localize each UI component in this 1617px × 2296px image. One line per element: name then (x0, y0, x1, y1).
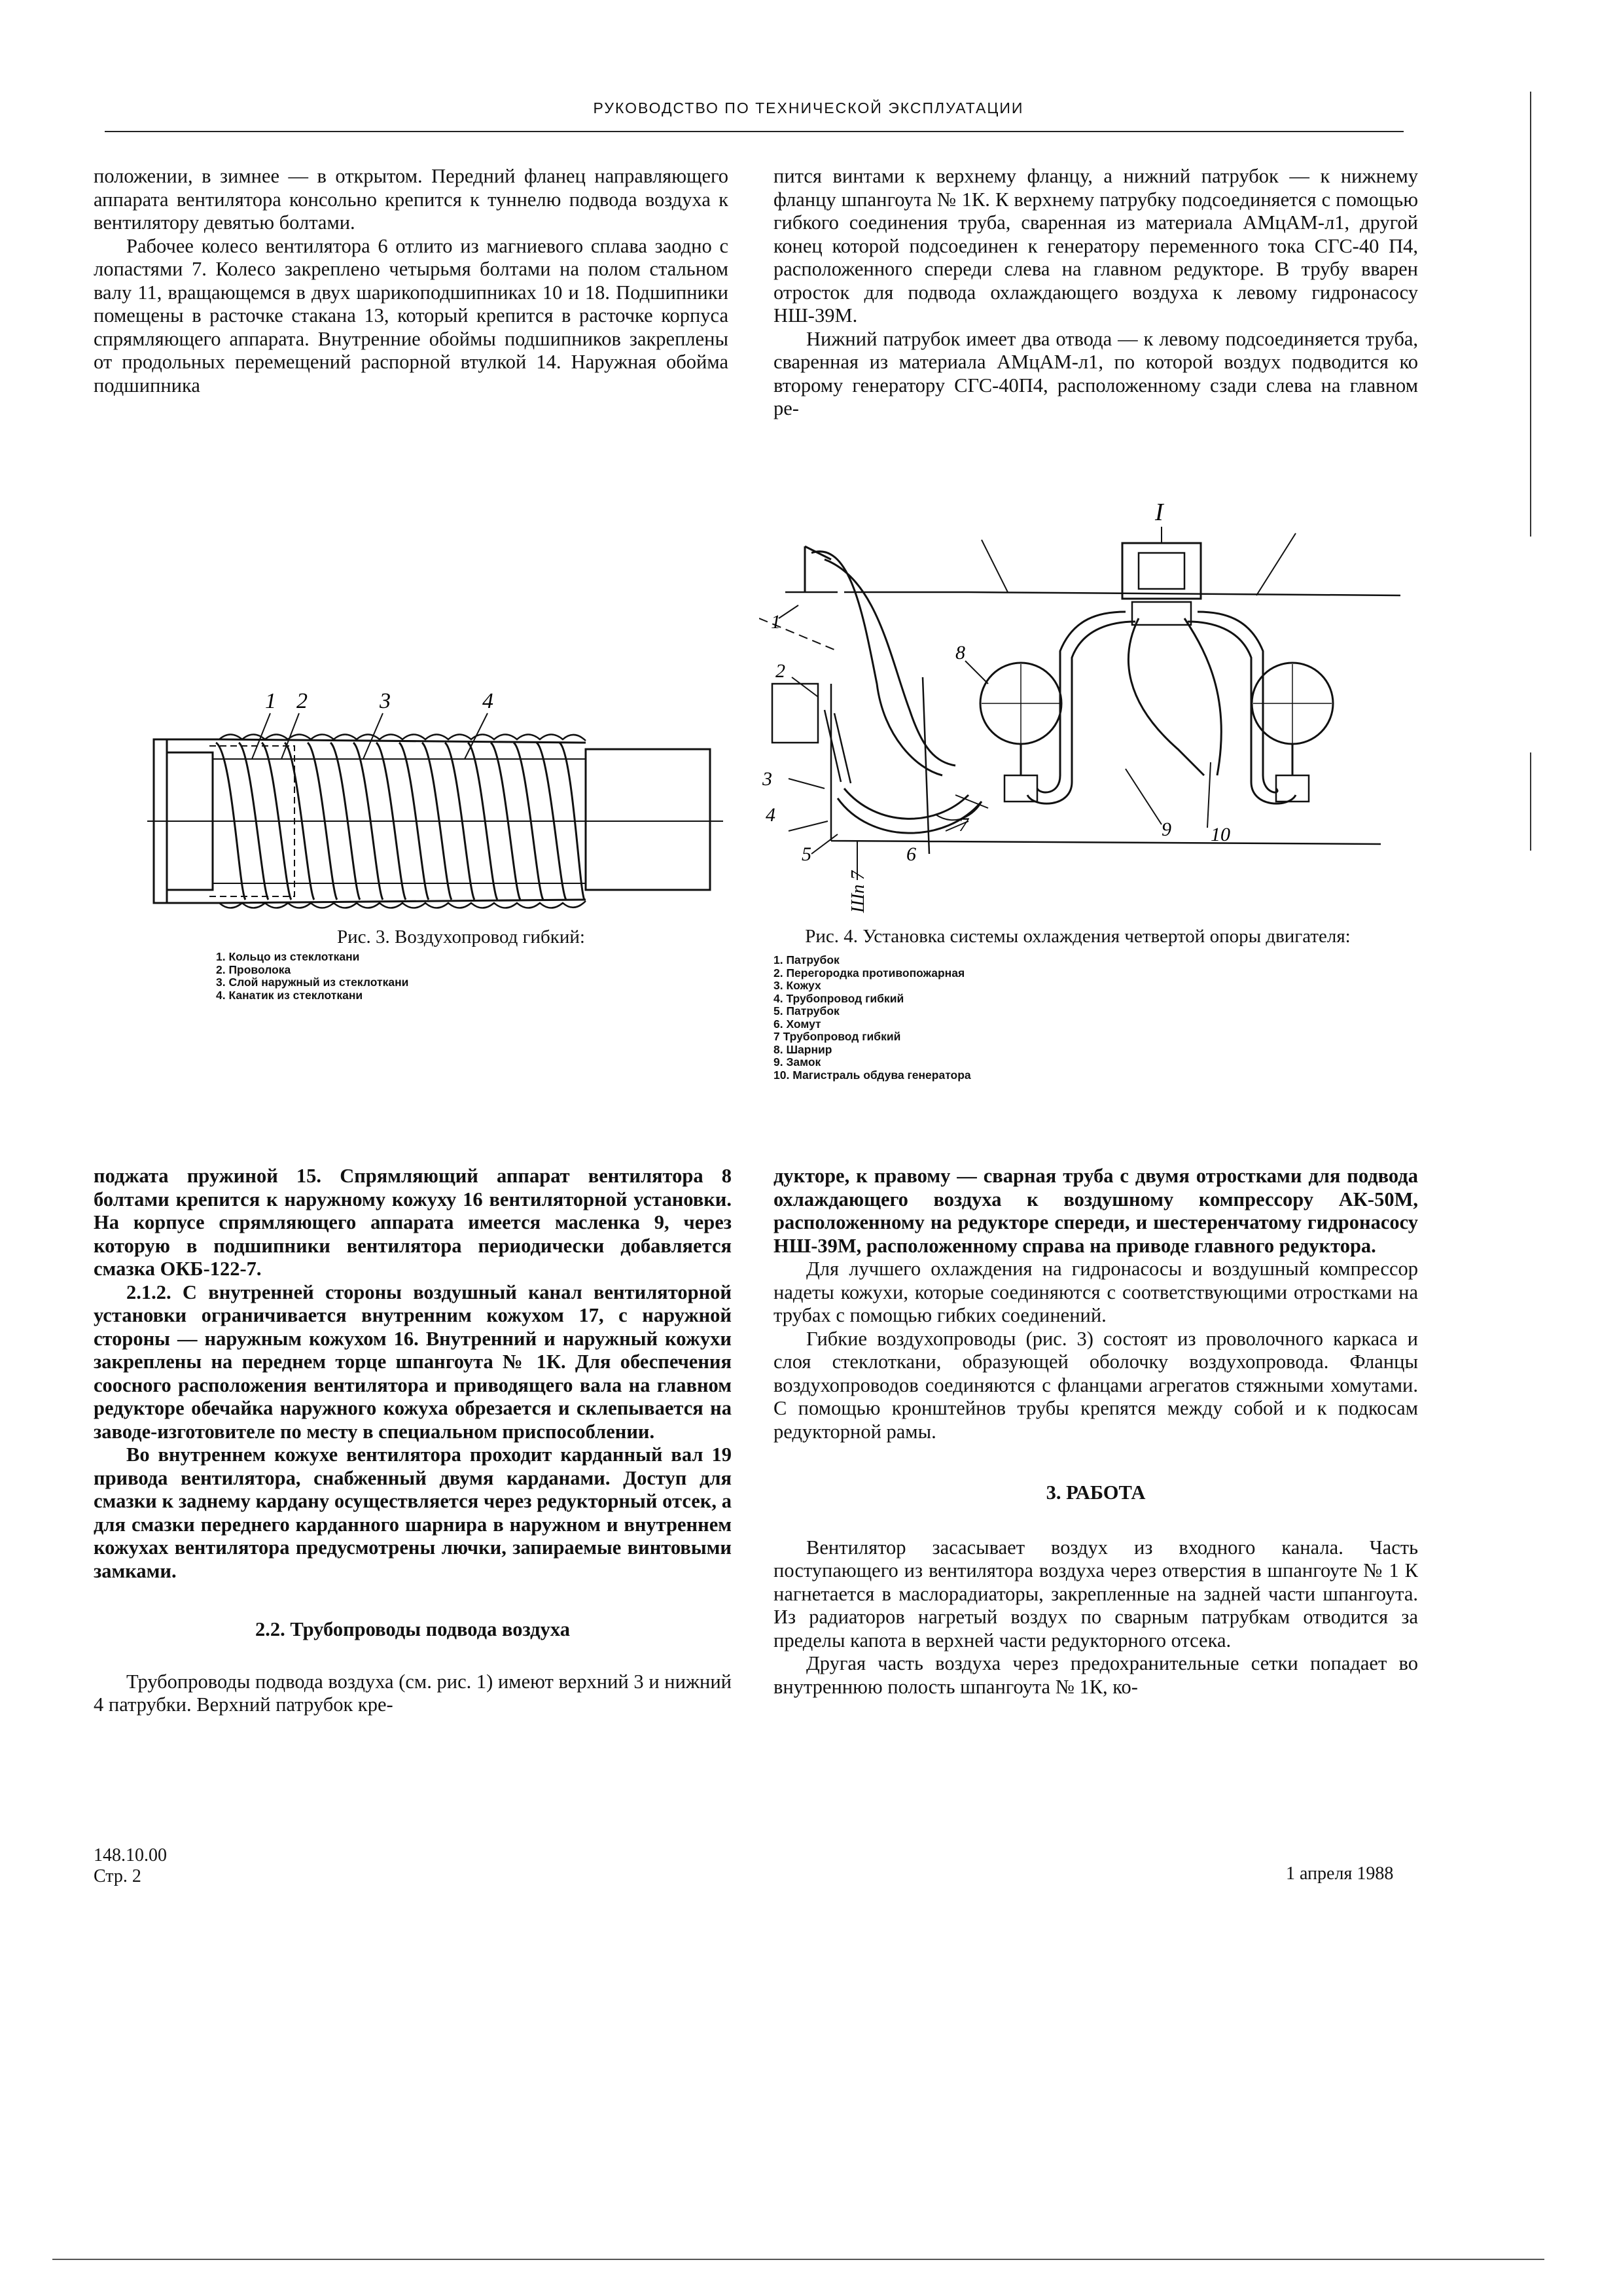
fig4-item: 4. Трубопровод гибкий (773, 991, 904, 1005)
fig4-label-8: 8 (955, 642, 965, 663)
footer-left (94, 1845, 167, 1887)
paragraph: Во внутреннем кожухе вентилятора проходит карданный вал 19 привода вентилятора, снабженный двумя карданами. Доступ для смазки к заднему кардану осуществляется через редукторный отсек, а для смазки переднего карданного шарнира в наружном и внутреннем кожухах вентилятора предусмотрены лючки, запираемые винтовыми замками. (94, 1443, 732, 1582)
scan-bottom-line (52, 2259, 1544, 2260)
paragraph: Рабочее колесо вентилятора 6 отлито из магниевого сплава заодно с лопастями 7. Колесо закреплено четырьмя болтами на полом стальном валу 11, вращающемся в двух шарикоподшипниках 10 и 18. Подшипники помещены в расточке стакана 13, который крепится в расточке корпуса спрямляющего аппарата. Внутренние обоймы подшипников закреплены от продольных перемещений распорной втулкой 14. Наружная обойма подшипника (94, 234, 728, 397)
bottom-left-column (94, 1165, 732, 1717)
fig4-label-I: I (1155, 499, 1164, 526)
fig4-item: 9. Замок (773, 1055, 821, 1069)
fig3-item: 1. Кольцо из стеклоткани (216, 950, 360, 963)
section-heading: 2.2. Трубопроводы подвода воздуха (255, 1618, 570, 1640)
fig3-label-3: 3 (380, 689, 391, 713)
fig4-item: 7 Трубопровод гибкий (773, 1030, 901, 1043)
fig4-label-7: 7 (959, 814, 968, 836)
top-left-column (94, 165, 728, 397)
paragraph: пится винтами к верхнему фланцу, а нижний патрубок — к нижнему фланцу шпангоута № 1К. К верхнему патрубку подсоединяется с помощью гибкого соединения труба, сваренная из материала АМцАМ-л1, другой конец которой подсоединен к генератору переменного тока СГС-40 П4, расположенного спереди слева на главном редукторе. В трубу вварен отросток для подвода охлаждающего воздуха к левому гидронасосу НШ-39М. (773, 165, 1418, 327)
fig4-label-1: 1 (771, 611, 781, 633)
fig3-label-2: 2 (296, 689, 308, 713)
fig3-caption: Рис. 3. Воздухопровод гибкий: (337, 927, 585, 947)
fig4-label-shp7: Шп 7 (848, 870, 868, 913)
section-heading: 3. РАБОТА (1046, 1481, 1146, 1504)
paragraph: Нижний патрубок имеет два отвода — к левому подсоединяется труба, сваренная из материала АМцАМ-л1, по которой воздух подводится ко второму генератору СГС-40П4, расположенному сзади слева на главном ре- (773, 327, 1418, 419)
paragraph: 2.1.2. С внутренней стороны воздушный канал вентиляторной установки ограничивается внутренним кожухом 17, с наружной стороны — наружным кожухом 16. Внутренний и наружный кожухи закреплены на переднем торце шпангоута № 1К. Для обеспечения соосного расположения вентилятора и приводящего вала на главном редукторе обечайка наружного кожуха обрезается и склепывается на заводе-изготовителе по месту в специальном приспособлении. (94, 1280, 732, 1443)
fig4-drawing (759, 487, 1413, 926)
fig4-item: 8. Шарнир (773, 1042, 832, 1056)
fig4-label-3: 3 (762, 768, 772, 790)
fig4-caption-block (773, 925, 1382, 1082)
fig4-label-6: 6 (906, 843, 916, 865)
fig3-drawing (147, 680, 730, 910)
fig3-caption-block (216, 926, 713, 1002)
fig4-item: 3. Кожух (773, 979, 821, 992)
scan-edge-line (1530, 752, 1531, 851)
paragraph: Другая часть воздуха через предохранительные сетки попадает во внутреннюю полость шпангоута № 1К, ко- (773, 1652, 1418, 1698)
fig3-item: 4. Канатик из стеклоткани (216, 988, 363, 1002)
fig3-item: 2. Проволока (216, 963, 291, 976)
header-rule (105, 131, 1404, 132)
fig4-item: 5. Патрубок (773, 1004, 840, 1017)
fig3-label-4: 4 (482, 689, 493, 713)
fig3-label-1: 1 (265, 689, 276, 713)
fig4-label-5: 5 (802, 843, 811, 865)
fig4-label-10: 10 (1211, 824, 1230, 845)
doc-code: 148.10.00 (94, 1845, 167, 1865)
running-header: РУКОВОДСТВО ПО ТЕХНИЧЕСКОЙ ЭКСПЛУАТАЦИИ (593, 99, 1024, 116)
paragraph: дукторе, к правому — сварная труба с двумя отростками для подвода охлаждающего воздуха к воздушному компрессору АК-50М, расположенному на редукторе спереди, и шестеренчатому гидронасосу НШ-39М, расположенному справа на приводе главного редуктора. (773, 1165, 1418, 1257)
paragraph: Трубопроводы подвода воздуха (см. рис. 1) имеют верхний 3 и нижний 4 патрубки. Верхний патрубок кре- (94, 1670, 732, 1716)
paragraph: Вентилятор засасывает воздух из входного канала. Часть поступающего из вентилятора воздуха через отверстия в шпангоуте № 1 К нагнетается в маслорадиаторы, закрепленные на задней части шпангоута. Из радиаторов нагретый воздух по сварным патрубкам отводится за пределы капота в верхней части редукторного отсека. (773, 1536, 1418, 1651)
top-right-column (773, 165, 1418, 421)
fig4-item: 1. Патрубок (773, 953, 840, 966)
page-number: Стр. 2 (94, 1866, 141, 1886)
fig4-item: 2. Перегородка противопожарная (773, 966, 965, 980)
paragraph: Гибкие воздухопроводы (рис. 3) состоят из проволочного каркаса и слоя стеклоткани, образующей оболочку воздухопровода. Фланцы воздухопроводов соединяются с фланцами агрегатов стяжными хомутами. С помощью кронштейнов трубы крепятся между собой и к подкосам редукторной рамы. (773, 1327, 1418, 1443)
paragraph: поджата пружиной 15. Спрямляющий аппарат вентилятора 8 болтами крепится к наружному кожуху 16 вентиляторной установки. На корпусе спрямляющего аппарата имеется масленка 9, через которую в подшипники вентилятора периодически добавляется смазка ОКБ-122-7. (94, 1165, 732, 1280)
footer-date: 1 апреля 1988 (1286, 1863, 1394, 1884)
fig4-item: 10. Магистраль обдува генератора (773, 1068, 971, 1082)
fig3-item: 3. Слой наружный из стеклоткани (216, 976, 409, 989)
fig4-label-9: 9 (1162, 819, 1171, 840)
scan-edge-line (1530, 92, 1531, 537)
paragraph: положении, в зимнее — в открытом. Передний фланец направляющего аппарата вентилятора консольно крепится к туннелю подвода воздуха к вентилятору девятью болтами. (94, 165, 728, 234)
fig4-caption: Рис. 4. Установка системы охлаждения четвертой опоры двигателя: (805, 926, 1351, 947)
fig4-label-4: 4 (766, 804, 775, 826)
fig4-item: 6. Хомут (773, 1017, 821, 1031)
paragraph: Для лучшего охлаждения на гидронасосы и воздушный компрессор надеты кожухи, которые соединяются с соответствующими отростками на трубах с помощью гибких соединений. (773, 1258, 1418, 1326)
fig4-label-2: 2 (775, 660, 785, 682)
bottom-right-column (773, 1165, 1418, 1699)
